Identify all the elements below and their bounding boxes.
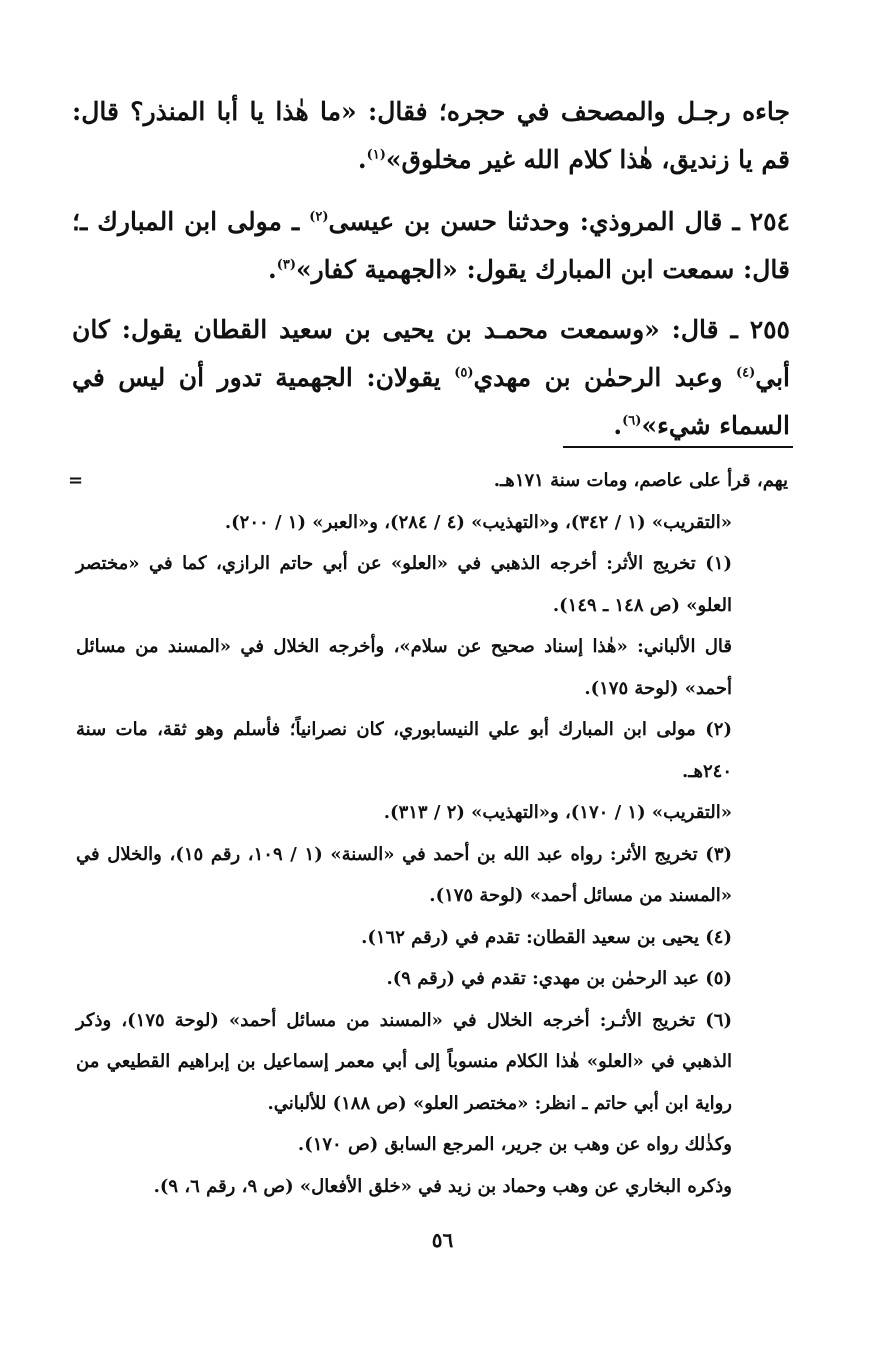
paragraph-text: جاءه رجـل والمصحف في حجره؛ فقال: «ما هٰذا يا أبا المنذر؟ قال: قم يا زنديق، هٰذا كلام الله غير مخلوق»	[72, 97, 790, 174]
footnotes	[68, 460, 788, 1207]
footnote-2: (٢) مولى ابن المبارك أبو علي النيسابوري، كان نصرانياً؛ فأسلم وهو ثقة، مات سنة ٢٤٠هـ.	[76, 719, 732, 782]
footnote-continuation: = يهم، قرأ على عاصم، ومات سنة ١٧١هـ.	[76, 460, 788, 502]
footnote-2-cont: «التقريب» (١ / ١٧٠)، و«التهذيب» (٢ / ٣١٣).	[383, 802, 732, 823]
footnote-4: (٤) يحيى بن سعيد القطان: تقدم في (رقم ١٦٢).	[361, 926, 732, 948]
footnote-ref[interactable]: (٣)	[276, 257, 296, 273]
footnote-divider	[563, 446, 793, 448]
page-number: ٥٦	[431, 1228, 454, 1252]
footnote-ref[interactable]: (٤)	[735, 365, 756, 381]
footnote-1-cont: قال الألباني: «هٰذا إسناد صحيح عن سلام»، وأخرجه الخلال في «المسند من مسائل أحمد» (لوحة ١٧٥).	[76, 636, 732, 699]
paragraph-254: ٢٥٤ ـ قال المروذي: وحدثنا حسن بن عيسى$^{(٢)}$ ـ مولى ابن المبارك ـ؛ قال: سمعت ابن المبارك يقول: «الجهمية كفار»$^{(٣)}$.	[72, 207, 790, 284]
paragraph-number: ٢٥٤	[749, 207, 790, 236]
footnote-3: (٣) تخريج الأثر: رواه عبد الله بن أحمد في «السنة» (١ / ١٠٩، رقم ١٥)، والخلال في «المسند من مسائل أحمد» (لوحة ١٧٥).	[76, 843, 733, 906]
main-text	[72, 88, 790, 462]
footnote-ref[interactable]: (٦)	[622, 413, 642, 429]
paragraph-text: يقولان: الجهمية تدور أن ليس في السماء شيء»	[72, 363, 790, 440]
footnote-6: (٦) تخريج الأثـر: أخرجه الخلال في «المسند من مسائل أحمد» (لوحة ١٧٥)، وذكر الذهبي في «العلو» هٰذا الكلام منسوباً إلى أبي معمر إسماعيل بن إبراهيم القطيعي من رواية ابن أبي حاتم ـ انظر: «مختصر العلو» (ص ١٨٨) للألباني.	[76, 1009, 732, 1114]
footnote-line: «التقريب» (١ / ٣٤٢)، و«التهذيب» (٤ / ٢٨٤)، و«العبر» (١ / ٢٠٠).	[224, 511, 732, 533]
footnote-ref[interactable]: (٢)	[309, 209, 329, 225]
footnote-1: (١) تخريج الأثر: أخرجه الذهبي في «العلو» عن أبي حاتم الرازي، كما في «مختصر العلو» (ص ١٤٨ ـ ١٤٩).	[76, 553, 732, 616]
footnote-6-cont: وكذٰلك رواه عن وهب بن جرير، المرجع السابق (ص ١٧٠).	[297, 1134, 732, 1155]
footnote-ref[interactable]: (١)	[366, 147, 386, 163]
paragraph-continuation: جاءه رجـل والمصحف في حجره؛ فقال: «ما هٰذا يا أبا المنذر؟ قال: قم يا زنديق، هٰذا كلام الله غير مخلوق»$^{(١)}$.	[72, 97, 790, 174]
paragraph-text: ـ مولى ابن المبارك ـ؛ قال: سمعت ابن المبارك يقول: «الجهمية كفار»	[72, 207, 790, 284]
footnote-5: (٥) عبد الرحمٰن بن مهدي: تقدم في (رقم ٩).	[386, 968, 732, 989]
footnote-ref[interactable]: (٥)	[454, 365, 474, 381]
paragraph-number: ٢٥٥	[749, 315, 790, 344]
paragraph-255: ٢٥٥ ـ قال: «وسمعت محمـد بن يحيى بن سعيد القطان يقول: كان أبي$^{(٤)}$ وعبد الرحمٰن بن مهدي$^{(٥)}$ يقولان: الجهمية تدور أن ليس في السماء شيء»$^{(٦)}$.	[72, 315, 790, 440]
paragraph-text: ـ قال: «وسمعت محمـد بن يحيى بن سعيد القطان يقول: كان أبي	[72, 315, 790, 392]
continuation-mark: =	[68, 470, 84, 491]
paragraph-text: وعبد الرحمٰن بن مهدي	[473, 363, 723, 392]
paragraph-text: ـ قال المروذي: وحدثنا حسن بن عيسى	[328, 207, 740, 236]
footnote-6-cont: وذكره البخاري عن وهب وحماد بن زيد في «خلق الأفعال» (ص ٩، رقم ٦، ٩).	[153, 1175, 732, 1197]
